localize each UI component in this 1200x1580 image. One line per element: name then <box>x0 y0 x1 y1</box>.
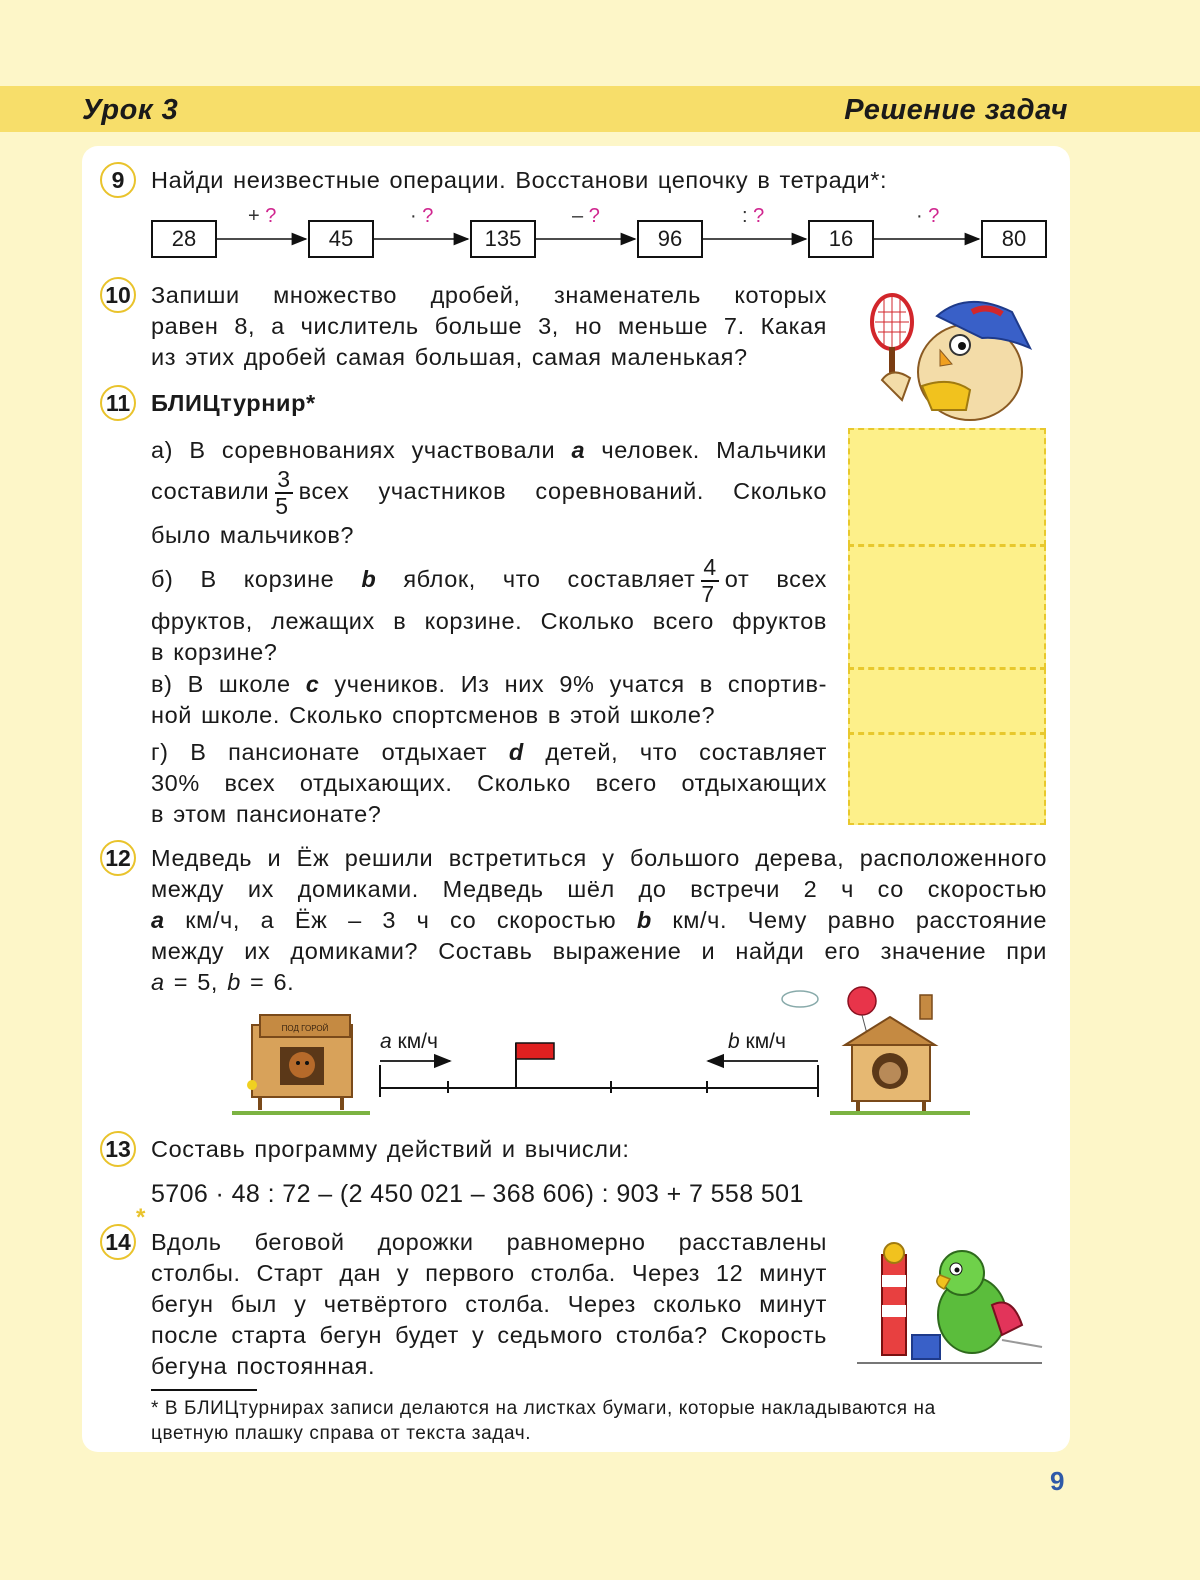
difficulty-star: * <box>136 1204 146 1231</box>
parrot-illustration <box>852 1235 1047 1370</box>
blitz-pad[interactable] <box>848 428 1046 546</box>
meeting-diagram <box>230 985 1050 1125</box>
owl-tennis-illustration <box>862 290 1037 425</box>
blitz-pad[interactable] <box>848 733 1046 825</box>
text-line: в корзине? <box>151 639 278 665</box>
text-line: a = 5, b = 6. <box>151 969 295 995</box>
task-13-text: Составь программу действий и вычисли: <box>151 1136 630 1162</box>
text-line: бегуна постоянная. <box>151 1353 376 1379</box>
meeting-flag <box>516 1043 554 1059</box>
text-line: бегун был у четвёртого столба. Через сколько минут <box>151 1291 827 1317</box>
text-line: было мальчиков? <box>151 522 355 548</box>
task-number-12: 12 <box>100 840 136 876</box>
text-line: равен 8, а числитель больше 3, но меньше 7. Какая <box>151 313 827 339</box>
blitz-pad[interactable] <box>848 668 1046 734</box>
text-line: a км/ч, а Ёж – 3 ч со скоростью b км/ч. Чему равно расстояние <box>151 907 1047 933</box>
chain-op: · ? <box>410 205 434 227</box>
text-line: ной школе. Сколько спортсменов в этой школе? <box>151 702 716 728</box>
fraction: $\frac{3}{5}$ <box>275 466 291 519</box>
text-line: а) В соревнованиях участвовали a человек. Мальчики <box>151 437 828 463</box>
text-line: Медведь и Ёж решили встретиться у большого дерева, расположенного <box>151 845 1047 871</box>
chain-box: 28 <box>151 220 217 258</box>
fraction: $\frac{4}{7}$ <box>701 554 717 607</box>
text-line: столбы. Старт дан у первого столба. Через 12 минут <box>151 1260 827 1286</box>
task-number-13: 13 <box>100 1131 136 1167</box>
text-line: фруктов, лежащих в корзине. Сколько всего фруктов <box>151 608 827 634</box>
task-11c-text <box>151 669 827 731</box>
chain-box: 135 <box>470 220 536 258</box>
topic-title: Решение задач <box>844 94 1068 126</box>
text-line: из этих дробей самая большая, самая маленькая? <box>151 344 748 370</box>
task-9-text: Найди неизвестные операции. Восстанови цепочку в тетради*: <box>151 167 888 193</box>
text-line: составили $\frac{3}{5}$ всех участников соревнований. Сколько <box>151 466 827 519</box>
bear-house-illustration <box>232 1015 370 1113</box>
chain-op: : ? <box>742 205 765 227</box>
text-line: в этом пансионате? <box>151 801 382 827</box>
task-13-expression: 5706 · 48 : 72 – (2 450 021 – 368 606) : 903 + 7 558 501 <box>151 1180 804 1208</box>
task-11-title: БЛИЦтурнир* <box>151 390 316 416</box>
chain-op: + ? <box>248 205 277 227</box>
footnote-rule <box>151 1389 257 1391</box>
page-number: 9 <box>1050 1466 1065 1496</box>
task-number-14: 14 <box>100 1224 136 1260</box>
text-line: Запиши множество дробей, знаменатель которых <box>151 282 827 308</box>
balloon <box>848 987 876 1015</box>
bear-speed-label: a км/ч <box>380 1030 438 1053</box>
chain-box: 45 <box>308 220 374 258</box>
text-line: в) В школе c учеников. Из них 9% учатся в спортив- <box>151 671 827 697</box>
chain-box: 16 <box>808 220 874 258</box>
chain-op: · ? <box>916 205 940 227</box>
footnote: * В БЛИЦтурнирах записи делаются на листках бумаги, которые накладываются на цветную плашку справа от текста задач. <box>151 1398 936 1444</box>
text-line: г) В пансионате отдыхает d детей, что составляет <box>151 739 827 765</box>
text-line: после старта бегун будет у седьмого столба? Скорость <box>151 1322 827 1348</box>
task-number-10: 10 <box>100 277 136 313</box>
lesson-title: Урок 3 <box>82 94 179 126</box>
hedgehog-speed-label: b км/ч <box>728 1030 786 1053</box>
chain-box: 96 <box>637 220 703 258</box>
text-line: б) В корзине b яблок, что составляет $\frac{4}{7}$ от всех <box>151 554 827 607</box>
task-11b-text <box>151 556 827 668</box>
task-number-11: 11 <box>100 385 136 421</box>
text-line: 30% всех отдыхающих. Сколько всего отдыхающих <box>151 770 827 796</box>
chain-box: 80 <box>981 220 1047 258</box>
task-11d-text <box>151 737 827 830</box>
house-sign: ПОД ГОРОЙ <box>281 1024 329 1033</box>
task-number-9: 9 <box>100 162 136 198</box>
task-12-text <box>151 843 1047 998</box>
chain-arrows <box>0 0 1200 270</box>
task-11a-text <box>151 435 827 551</box>
blitz-pad[interactable] <box>848 545 1046 669</box>
text-line: между их домиками? Составь выражение и найди его значение при <box>151 938 1047 964</box>
task-10-text <box>151 280 827 373</box>
text-line: Вдоль беговой дорожки равномерно расставлены <box>151 1229 827 1255</box>
chain-op: – ? <box>572 205 600 227</box>
hedgehog-house-illustration <box>782 987 970 1113</box>
text-line: между их домиками. Медведь шёл до встречи 2 ч со скоростью <box>151 876 1047 902</box>
task-14-text <box>151 1227 827 1382</box>
